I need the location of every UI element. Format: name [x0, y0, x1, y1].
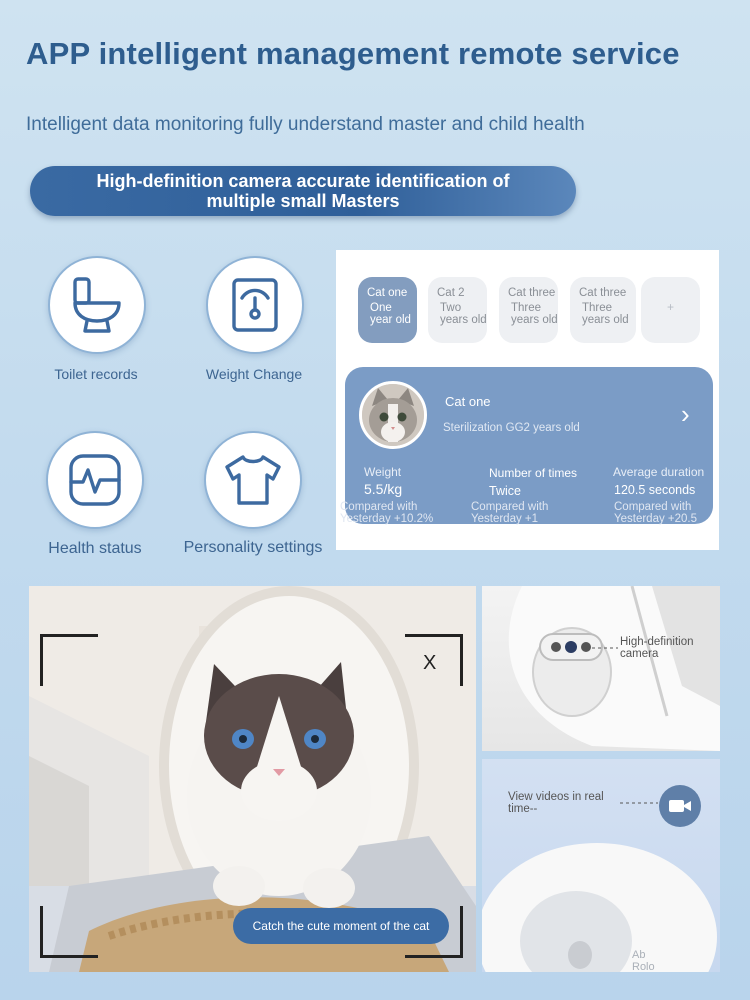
weight-change-label: Weight Change: [205, 366, 303, 382]
banner-line-1: High-definition camera accurate identification of: [96, 171, 510, 191]
brand-mark-line-2: Rolo: [632, 961, 655, 972]
cat-tab-name: Cat one: [367, 287, 408, 299]
camera-feature-banner: [30, 166, 576, 216]
toilet-records-label: Toilet records: [54, 366, 138, 382]
cat-detail: Sterilization GG2 years old: [443, 422, 580, 434]
cat-name: Cat one: [445, 394, 491, 409]
weight-compare-2: Yesterday +10.2%: [340, 513, 434, 525]
page-subheadline: Intelligent data monitoring fully understand master and child health: [26, 114, 585, 135]
duration-compare-2: Yesterday +20.5: [614, 513, 698, 525]
page-headline: APP intelligent management remote service: [26, 36, 680, 71]
cat-tab-name: Cat three: [579, 287, 627, 299]
duration-label: Average duration: [613, 465, 705, 479]
camera-caption-2: camera: [620, 648, 659, 660]
plus-icon: +: [666, 300, 674, 314]
duration-value: 120.5 seconds: [614, 483, 696, 497]
cat-tab-age: Three years old: [582, 302, 629, 326]
times-label: Number of times: [489, 466, 578, 480]
camera-module-illustration: [482, 586, 720, 751]
video-view-photo: [482, 759, 720, 972]
cat-tab-1[interactable]: [358, 277, 417, 343]
banner-line-2: multiple small Masters: [206, 191, 400, 211]
cat-tab-4[interactable]: [570, 277, 636, 343]
weight-compare-1: Compared with: [340, 501, 418, 513]
heartbeat-icon: [46, 431, 144, 529]
health-status-label: Health status: [48, 540, 142, 557]
weight-label: Weight: [364, 465, 402, 479]
feature-personality-settings: [204, 431, 302, 529]
toilet-icon: [48, 256, 146, 354]
feature-health-status: [46, 431, 144, 529]
add-cat-button[interactable]: [641, 277, 700, 343]
cat-tab-name: Cat three: [508, 287, 556, 299]
cat-tab-age: Two years old: [440, 302, 487, 326]
chevron-right-icon[interactable]: ›: [681, 399, 690, 429]
scale-icon: [206, 256, 304, 354]
brand-mark-line-1: Ab: [632, 949, 646, 961]
cat-info-card[interactable]: [340, 367, 713, 525]
feature-toilet-records: [48, 256, 146, 354]
cat-tab-age: Three years old: [511, 302, 558, 326]
weight-value: 5.5/kg: [364, 481, 403, 497]
duration-compare-1: Compared with: [614, 501, 692, 513]
feature-weight-change: [206, 256, 304, 354]
cat-tab-name: Cat 2: [437, 287, 465, 299]
app-screen-mockup: [336, 250, 719, 550]
camera-closeup-photo: [482, 586, 720, 751]
cat-tab-age: One year old: [370, 302, 411, 326]
video-camera-icon[interactable]: [659, 785, 701, 827]
cat-avatar: [359, 381, 427, 449]
cat-tab-2[interactable]: [428, 277, 487, 343]
camera-caption-1: High-definition: [620, 636, 694, 648]
times-compare-1: Compared with: [471, 501, 549, 513]
video-caption-2: time--: [508, 803, 538, 815]
tshirt-icon: [204, 431, 302, 529]
times-value: Twice: [489, 484, 521, 498]
cat-camera-photo: [29, 586, 476, 972]
times-compare-2: Yesterday +1: [471, 513, 539, 525]
personality-settings-label: Personality settings: [183, 539, 323, 556]
close-icon[interactable]: X: [423, 652, 437, 674]
viewfinder-corner-tl: [40, 634, 98, 686]
video-caption-1: View videos in real: [508, 791, 604, 803]
catch-moment-banner: Catch the cute moment of the cat: [233, 908, 449, 944]
cat-tab-3[interactable]: [499, 277, 558, 343]
viewfinder-corner-bl: [40, 906, 98, 958]
